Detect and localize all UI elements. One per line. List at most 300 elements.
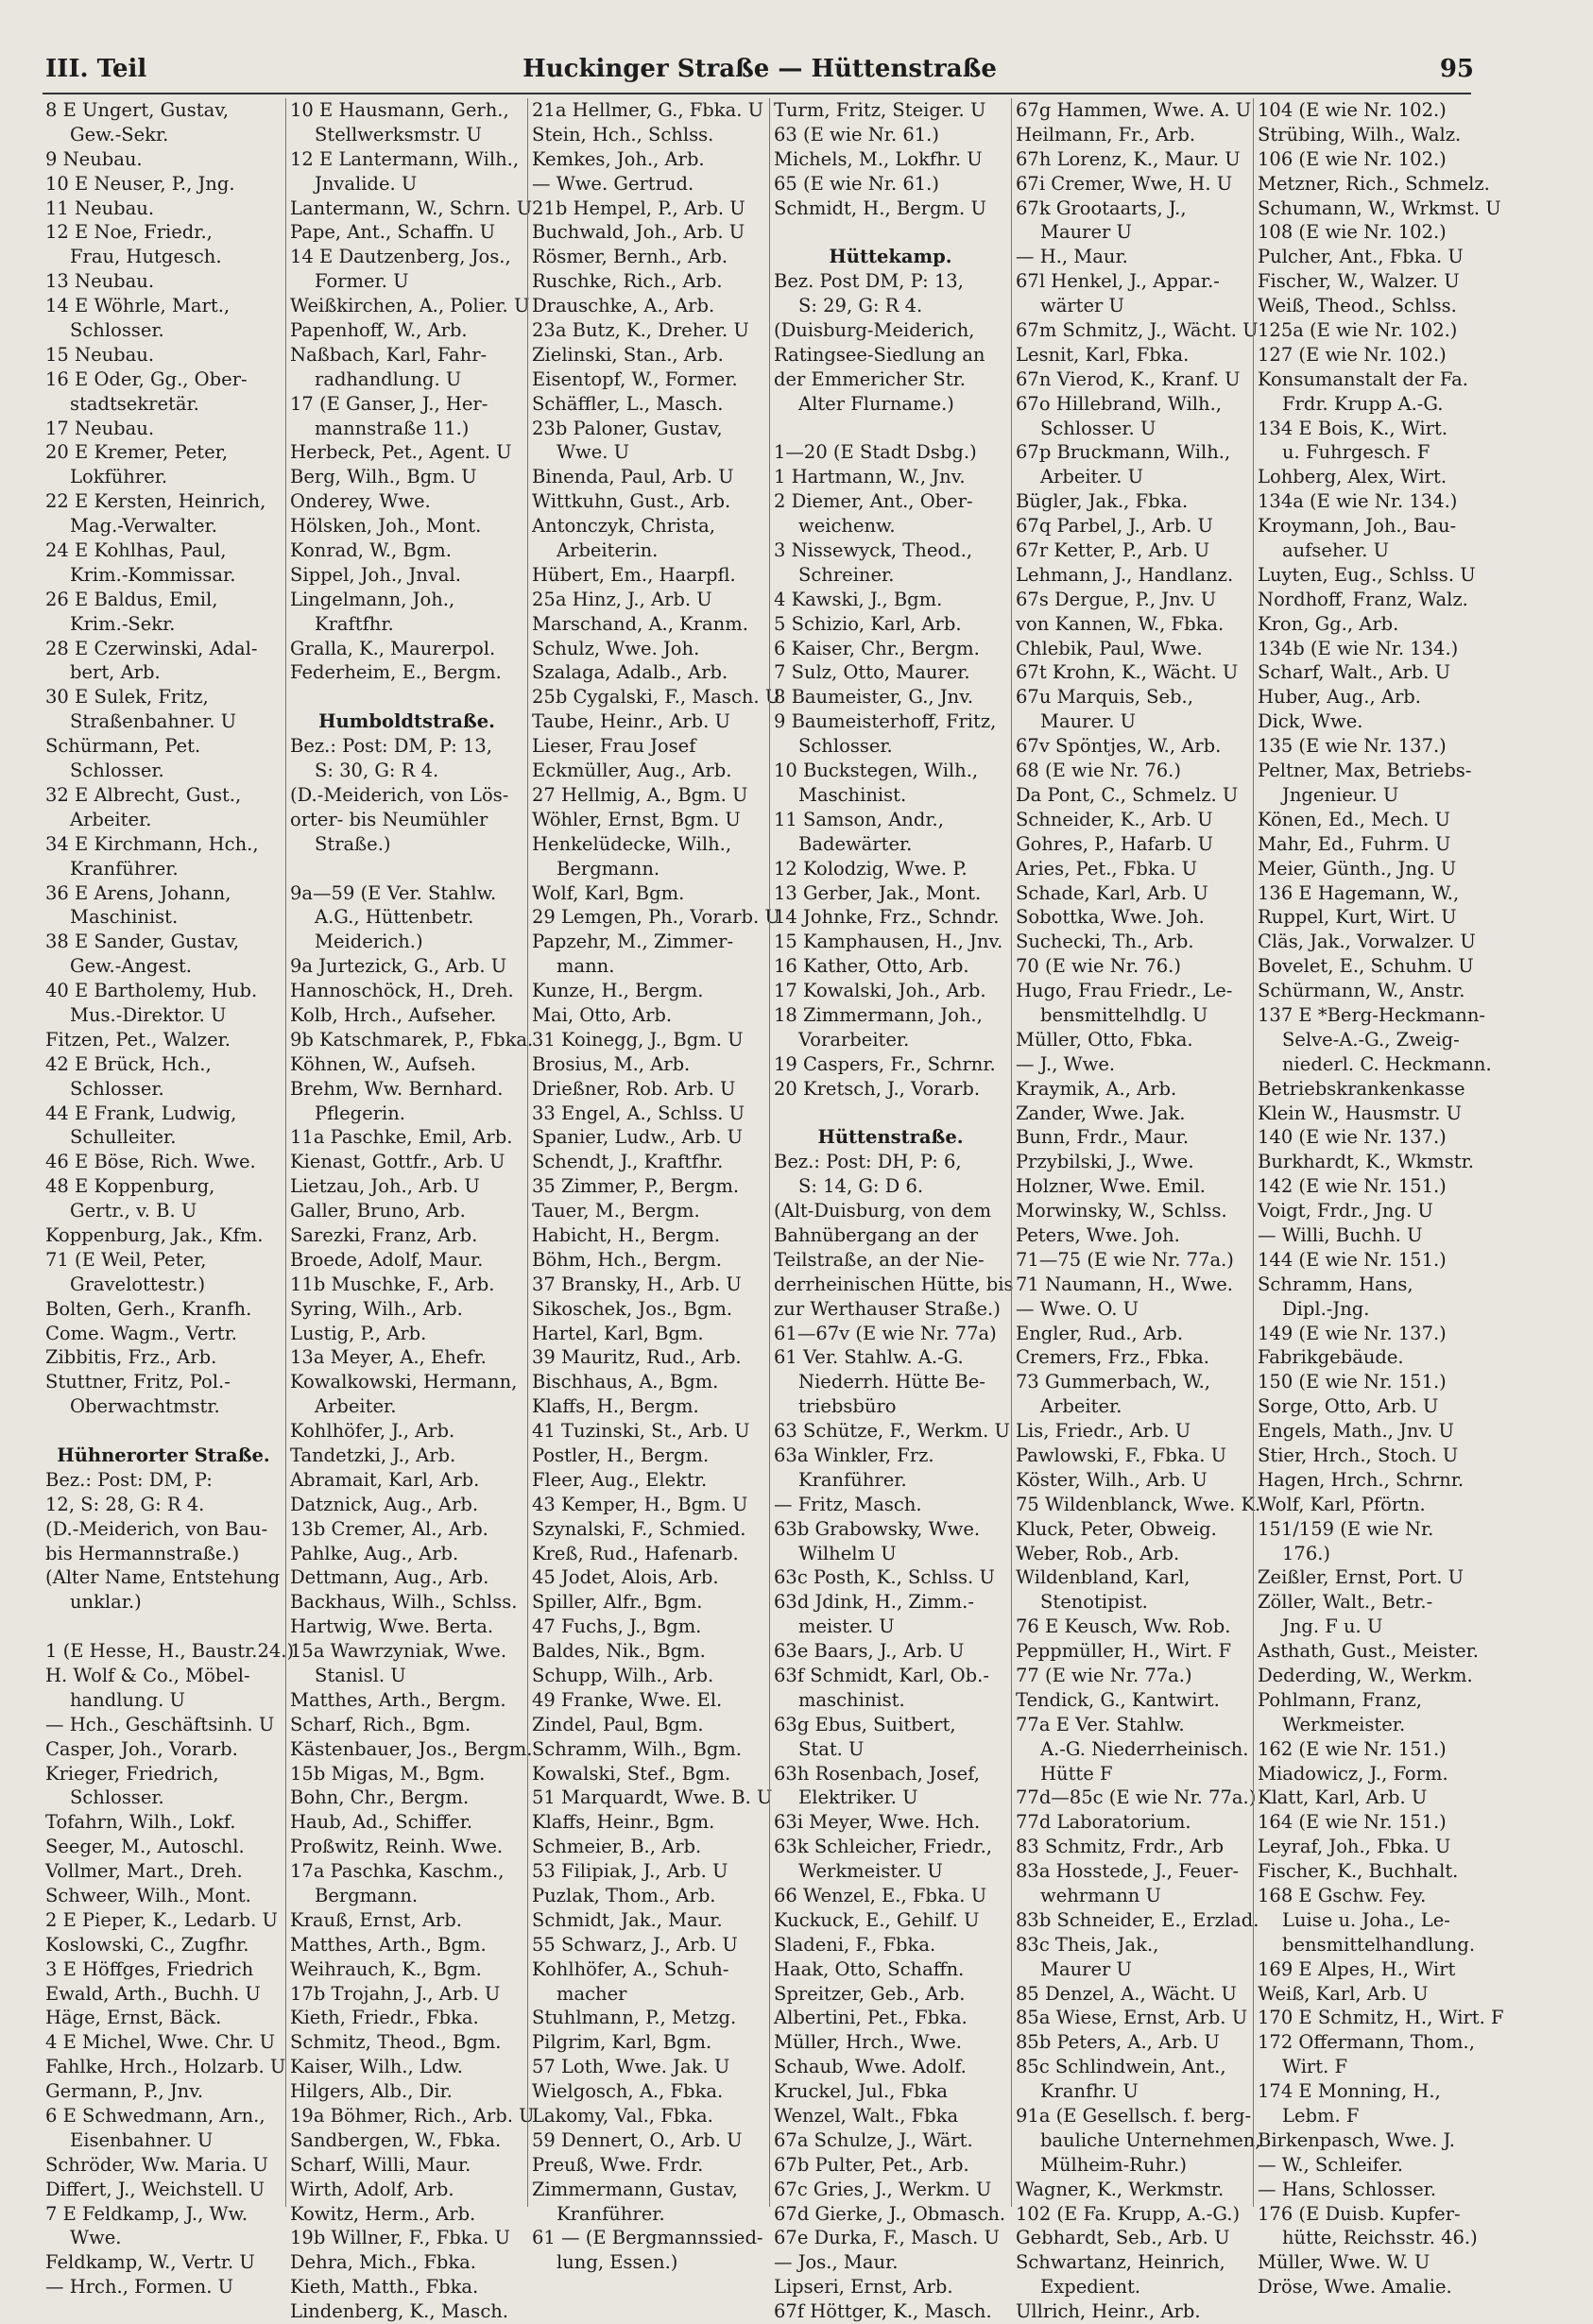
directory-entry-line: 169 E Alpes, H., Wirt xyxy=(1258,1957,1456,1980)
directory-entry-line: Matthes, Arth., Bgm. xyxy=(290,1933,487,1956)
directory-entry-line: Tendick, G., Kantwirt. xyxy=(1016,1688,1220,1711)
directory-entry-line: 25a Hinz, J., Arb. U xyxy=(532,588,712,610)
page-number: 95 xyxy=(1439,55,1474,83)
directory-entry-line: Scharf, Walt., Arb. U xyxy=(1258,661,1451,684)
directory-entry-line: Gravelottestr.) xyxy=(70,1273,206,1295)
street-heading: Hüttekamp. xyxy=(829,246,952,268)
directory-entry-line: Kreß, Rud., Hafenarb. xyxy=(532,1542,739,1564)
directory-entry-line: Sarezki, Franz, Arb. xyxy=(290,1223,478,1246)
directory-entry-line: Wildenbland, Karl, xyxy=(1016,1566,1190,1589)
directory-entry-line: 15b Migas, M., Bgm. xyxy=(290,1762,486,1785)
directory-entry-line: Tauer, M., Bergm. xyxy=(532,1200,700,1222)
directory-entry-line: 176.) xyxy=(1282,1542,1331,1564)
directory-entry-line: unklar.) xyxy=(70,1591,142,1614)
directory-entry-line: 2 Diemer, Ant., Ober- xyxy=(774,490,973,513)
directory-entry-line: 162 (E wie Nr. 151.) xyxy=(1258,1737,1447,1760)
directory-entry-line: 21a Hellmer, G., Fbka. U xyxy=(532,99,764,121)
directory-entry-line: Bez. Post DM, P: 13, xyxy=(774,270,964,293)
directory-entry-line: Stellwerksmstr. U xyxy=(315,123,482,145)
directory-entry-line: 23b Paloner, Gustav, xyxy=(532,417,723,439)
directory-entry-line: 134b (E wie Nr. 134.) xyxy=(1258,637,1459,659)
directory-entry-line: Alter Flurname.) xyxy=(798,392,954,415)
directory-entry-line: Mai, Otto, Arb. xyxy=(532,1003,673,1026)
directory-entry-line: Engels, Math., Jnv. U xyxy=(1258,1420,1454,1443)
directory-entry-line: Bez.: Post: DM, P: 13, xyxy=(290,735,492,758)
directory-entry-line: 63a Winkler, Frz. xyxy=(774,1444,934,1466)
directory-entry-line: 77d Laboratorium. xyxy=(1016,1811,1191,1834)
directory-entry-line: Gohres, P., Hafarb. U xyxy=(1016,832,1214,855)
directory-entry-line: (Duisburg-Meiderich, xyxy=(774,319,975,342)
directory-entry-line: Pilgrim, Karl, Bgm. xyxy=(532,2031,712,2054)
directory-entry-line: Germann, P., Jnv. xyxy=(45,2080,204,2103)
directory-entry-line: 15 Kamphausen, H., Jnv. xyxy=(774,931,1003,953)
directory-entry-line: triebsbüro xyxy=(798,1395,897,1418)
directory-entry-line: Backhaus, Wilh., Schlss. xyxy=(290,1591,518,1614)
directory-entry-line: Haub, Ad., Schiffer. xyxy=(290,1811,473,1834)
directory-entry-line: Scharf, Rich., Bgm. xyxy=(290,1713,471,1735)
directory-entry-line: Schäffler, L., Masch. xyxy=(532,392,724,415)
directory-entry-line: 43 Kemper, H., Bgm. U xyxy=(532,1493,748,1515)
directory-entry-line: Kroymann, Joh., Bau- xyxy=(1258,515,1457,538)
directory-entry-line: — Fritz, Masch. xyxy=(774,1493,922,1515)
directory-entry-line: 77d—85c (E wie Nr. 77a.) xyxy=(1016,1786,1257,1809)
directory-entry-line: (Alter Name, Entstehung xyxy=(45,1566,281,1589)
directory-entry-line: Taube, Heinr., Arb. U xyxy=(532,710,730,733)
directory-entry-line: 8 E Ungert, Gustav, xyxy=(45,99,230,121)
directory-entry-line: Feldkamp, W., Vertr. U xyxy=(45,2251,255,2274)
directory-entry-line: hütte, Reichsstr. 46.) xyxy=(1282,2227,1478,2249)
directory-entry-line: Badewärter. xyxy=(798,832,913,855)
directory-entry-line: Kuckuck, E., Gehilf. U xyxy=(774,1908,980,1931)
directory-entry-line: 32 E Albrecht, Gust., xyxy=(45,783,242,806)
directory-entry-line: Wirth, Adolf, Arb. xyxy=(290,2178,454,2200)
directory-entry-line: Strübing, Wilh., Walz. xyxy=(1258,123,1462,145)
directory-entry-line: Pflegerin. xyxy=(315,1102,406,1124)
directory-entry-line: 67m Schmitz, J., Wächt. U xyxy=(1016,319,1259,342)
directory-entry-line: Przybilski, J., Wwe. xyxy=(1016,1151,1194,1173)
header-rule xyxy=(43,93,1471,94)
directory-entry-line: 142 (E wie Nr. 151.) xyxy=(1258,1175,1447,1198)
directory-entry-line: 67f Höttger, K., Masch. xyxy=(774,2300,992,2323)
directory-entry-line: Pawlowski, F., Fbka. U xyxy=(1016,1444,1227,1466)
directory-entry-line: Wöhler, Ernst, Bgm. U xyxy=(532,808,741,830)
directory-entry-line: — H., Maur. xyxy=(1016,246,1128,268)
directory-entry-line: Bischhaus, A., Bgm. xyxy=(532,1371,719,1393)
directory-entry-line: Schramm, Hans, xyxy=(1258,1273,1413,1295)
directory-entry-line: Pulcher, Ant., Fbka. U xyxy=(1258,246,1464,268)
directory-entry-line: Heilmann, Fr., Arb. xyxy=(1016,123,1196,145)
directory-entry-line: Bahnübergang an der xyxy=(774,1223,979,1246)
directory-entry-line: 3 Nissewyck, Theod., xyxy=(774,539,973,562)
directory-entry-line: 16 Kather, Otto, Arb. xyxy=(774,955,969,978)
directory-entry-line: Arbeiterin. xyxy=(557,539,659,562)
directory-entry-line: Fischer, W., Walzer. U xyxy=(1258,270,1460,293)
directory-entry-line: Mag.-Verwalter. xyxy=(70,515,217,538)
directory-entry-line: 91a (E Gesellsch. f. berg- xyxy=(1016,2105,1252,2127)
directory-entry-line: Zander, Wwe. Jak. xyxy=(1016,1102,1186,1124)
directory-entry-line: 70 (E wie Nr. 76.) xyxy=(1016,955,1181,978)
directory-entry-line: Stuhlmann, P., Metzg. xyxy=(532,2007,737,2029)
street-heading: Hühnerorter Straße. xyxy=(57,1444,270,1466)
directory-entry-line: 67c Gries, J., Werkm. U xyxy=(774,2178,992,2200)
directory-entry-line: 63f Schmidt, Karl, Ob.- xyxy=(774,1665,989,1686)
directory-entry-line: mannstraße 11.) xyxy=(315,417,470,439)
directory-entry-line: A.G., Hüttenbetr. xyxy=(315,906,474,929)
directory-entry-line: S: 30, G: R 4. xyxy=(315,760,439,782)
directory-entry-line: 14 Johnke, Frz., Schndr. xyxy=(774,906,1000,929)
directory-entry-line: 67l Henkel, J., Appar.- xyxy=(1016,270,1220,293)
directory-entry-line xyxy=(290,685,523,709)
directory-entry-line: Come. Wagm., Vertr. xyxy=(45,1322,237,1344)
directory-entry-line: Postler, H., Bergm. xyxy=(532,1444,710,1466)
directory-entry-line: 63h Rosenbach, Josef, xyxy=(774,1762,980,1785)
directory-entry-line: Schlosser. xyxy=(70,760,164,782)
directory-entry-line: Weiß, Karl, Arb. U xyxy=(1258,1982,1429,2005)
directory-entry-line: Maurer U xyxy=(1040,221,1132,244)
directory-entry-line: Kohlhöfer, A., Schuh- xyxy=(532,1957,729,1980)
directory-entry-line: Schupp, Wilh., Arb. xyxy=(532,1665,714,1686)
directory-entry-line: 51 Marquardt, Wwe. B. U xyxy=(532,1786,773,1809)
directory-entry-line: Luise u. Joha., Le- xyxy=(1282,1908,1450,1931)
directory-entry-line: Straßenbahner. U xyxy=(70,710,237,733)
directory-entry-line: 6 Kaiser, Chr., Bergm. xyxy=(774,637,980,659)
directory-entry-line: Ruppel, Kurt, Wirt. U xyxy=(1258,906,1457,929)
directory-entry-line: Zeißler, Ernst, Port. U xyxy=(1258,1566,1465,1589)
directory-entry-line: Bergmann. xyxy=(557,857,660,880)
directory-entry-line: Buchwald, Joh., Arb. U xyxy=(532,221,745,244)
directory-entry-line: Peppmüller, H., Wirt. F xyxy=(1016,1640,1232,1663)
directory-entry-line: Eisentopf, W., Former. xyxy=(532,367,738,390)
directory-entry-line: Wirt. F xyxy=(1282,2056,1348,2078)
directory-entry-line: 102 (E Fa. Krupp, A.-G.) xyxy=(1016,2202,1241,2225)
directory-entry-line: Wolf, Karl, Pförtn. xyxy=(1258,1493,1426,1515)
directory-entry-line: 134 E Bois, K., Wirt. xyxy=(1258,417,1448,439)
directory-entry-line: Fabrikgebäude. xyxy=(1258,1346,1404,1369)
directory-entry-line: 48 E Koppenburg, xyxy=(45,1175,215,1198)
directory-entry-line: Werkmeister. xyxy=(1282,1713,1406,1735)
directory-entry-line: 42 E Brück, Hch., xyxy=(45,1052,212,1075)
directory-entry-line: 149 (E wie Nr. 137.) xyxy=(1258,1322,1447,1344)
directory-entry-line: — Jos., Maur. xyxy=(774,2251,899,2274)
directory-entry-line: 11b Muschke, F., Arb. xyxy=(290,1273,495,1295)
directory-entry-line: Vorarbeiter. xyxy=(798,1028,910,1051)
directory-entry-line: Tandetzki, J., Arb. xyxy=(290,1444,456,1466)
directory-entry-line: Papzehr, M., Zimmer- xyxy=(532,931,734,953)
directory-entry-line: Schendt, J., Kraftfhr. xyxy=(532,1151,724,1173)
directory-entry-line: Henkelüdecke, Wilh., xyxy=(532,832,732,855)
directory-entry-line: 21b Hempel, P., Arb. U xyxy=(532,197,745,219)
directory-entry-line: Galler, Bruno, Arb. xyxy=(290,1200,466,1222)
directory-entry-line: Hartel, Karl, Bgm. xyxy=(532,1322,704,1344)
directory-entry-line: S: 14, G: D 6. xyxy=(798,1175,924,1198)
directory-entry-line: Schweer, Wilh., Mont. xyxy=(45,1885,251,1907)
directory-entry-line: Bez.: Post: DH, P: 6, xyxy=(774,1151,962,1173)
directory-entry-line: Kranführer. xyxy=(798,1468,907,1491)
directory-entry-line: Eisenbahner. U xyxy=(70,2128,214,2151)
directory-entry-line: Sikoschek, Jos., Bgm. xyxy=(532,1297,733,1320)
directory-entry-line: 73 Gummerbach, W., xyxy=(1016,1371,1211,1393)
directory-entry-line: Birkenpasch, Wwe. J. xyxy=(1258,2128,1455,2151)
directory-entry-line: 46 E Böse, Rich. Wwe. xyxy=(45,1151,256,1173)
directory-entry-line: Teilstraße, an der Nie- xyxy=(774,1248,985,1271)
directory-entry-line: 67v Spöntjes, W., Arb. xyxy=(1016,735,1222,758)
directory-entry-line: 67g Hammen, Wwe. A. U xyxy=(1016,99,1252,121)
directory-entry-line: Klaffs, Heinr., Bgm. xyxy=(532,1811,715,1834)
directory-entry-line: 71—75 (E wie Nr. 77a.) xyxy=(1016,1248,1234,1271)
directory-entry-line: Weber, Rob., Arb. xyxy=(1016,1542,1180,1564)
directory-entry-line: 34 E Kirchmann, Hch., xyxy=(45,832,259,855)
directory-entry-line: Schröder, Ww. Maria. U xyxy=(45,2153,268,2176)
directory-entry-line: 168 E Gschw. Fey. xyxy=(1258,1885,1427,1907)
directory-entry-line: Wittkuhn, Gust., Arb. xyxy=(532,490,731,513)
directory-entry-line: Haak, Otto, Schaffn. xyxy=(774,1957,965,1980)
directory-entry-line: Zimmermann, Gustav, xyxy=(532,2178,738,2200)
directory-entry-line: Wenzel, Walt., Fbka xyxy=(774,2105,959,2127)
directory-entry-line: 17a Paschka, Kaschm., xyxy=(290,1860,505,1883)
directory-entry-line: Berg, Wilh., Bgm. U xyxy=(290,466,477,488)
directory-entry-line: 77 (E wie Nr. 77a.) xyxy=(1016,1665,1192,1686)
directory-entry-line: 13a Meyer, A., Ehefr. xyxy=(290,1346,487,1369)
directory-entry-line: 85 Denzel, A., Wächt. U xyxy=(1016,1982,1237,2005)
directory-entry-line: Lohberg, Alex, Wirt. xyxy=(1258,466,1447,488)
directory-entry-line: Krauß, Ernst, Arb. xyxy=(290,1908,462,1931)
directory-entry-line: Dröse, Wwe. Amalie. xyxy=(1258,2276,1452,2298)
directory-entry-line: Weißkirchen, A., Polier. U xyxy=(290,295,530,317)
directory-entry-line: 9 Baumeisterhoff, Fritz, xyxy=(774,710,997,733)
directory-entry-line: Schramm, Wilh., Bgm. xyxy=(532,1737,742,1760)
directory-entry-line: 7 Sulz, Otto, Maurer. xyxy=(774,661,970,684)
directory-entry-line: 135 (E wie Nr. 137.) xyxy=(1258,735,1447,758)
directory-entry-line: 61 Ver. Stahlw. A.-G. xyxy=(774,1346,964,1369)
directory-entry-line: Niederrh. Hütte Be- xyxy=(798,1371,985,1393)
directory-entry-line: Zibbitis, Frz., Arb. xyxy=(45,1346,217,1369)
street-heading: Humboldtstraße. xyxy=(318,710,495,733)
directory-entry-line: Huber, Aug., Arb. xyxy=(1258,686,1421,709)
directory-entry-line: 63i Meyer, Wwe. Hch. xyxy=(774,1811,981,1834)
directory-entry-line: 11 Samson, Andr., xyxy=(774,808,944,830)
directory-entry-line: 134a (E wie Nr. 134.) xyxy=(1258,490,1458,513)
directory-entry-line: Kieth, Matth., Fbka. xyxy=(290,2276,479,2298)
directory-entry-line: Spiller, Alfr., Bgm. xyxy=(532,1591,703,1614)
directory-entry-line: 3 E Höffges, Friedrich xyxy=(45,1957,254,1980)
directory-entry-line: Chlebik, Paul, Wwe. xyxy=(1016,637,1203,659)
directory-entry-line: Kieth, Friedr., Fbka. xyxy=(290,2007,479,2029)
directory-entry-line: Bunn, Frdr., Maur. xyxy=(1016,1126,1190,1149)
directory-entry-line: Gralla, K., Maurerpol. xyxy=(290,637,496,659)
directory-entry-line: Sandbergen, W., Fbka. xyxy=(290,2128,502,2151)
directory-entry-line: Hilgers, Alb., Dir. xyxy=(290,2080,453,2103)
directory-entry-line xyxy=(774,417,1007,441)
directory-entry-line: Kron, Gg., Arb. xyxy=(1258,612,1399,635)
directory-entry-line: Spreitzer, Geb., Arb. xyxy=(774,1982,966,2005)
directory-entry-line: 19b Willner, F., Fbka. U xyxy=(290,2227,510,2249)
directory-entry-line: Lantermann, W., Schrn. U xyxy=(290,197,533,219)
directory-entry-line: 65 (E wie Nr. 61.) xyxy=(774,172,939,195)
directory-entry-line: Binenda, Paul, Arb. U xyxy=(532,466,734,488)
directory-entry-line: Arbeiter. U xyxy=(1040,466,1144,488)
directory-entry-line: 12 E Noe, Friedr., xyxy=(45,221,213,244)
directory-entry-line: Brehm, Ww. Bernhard. xyxy=(290,1077,504,1100)
directory-entry-line: 44 E Frank, Ludwig, xyxy=(45,1102,237,1124)
directory-entry-line: 63k Schleicher, Friedr., xyxy=(774,1836,992,1858)
directory-entry-line: 127 (E wie Nr. 102.) xyxy=(1258,343,1447,366)
directory-entry-line: bensmittelhandlung. xyxy=(1282,1933,1476,1956)
directory-entry-line: Sladeni, F., Fbka. xyxy=(774,1933,936,1956)
directory-entry-line: Maurer. U xyxy=(1040,710,1137,733)
directory-entry-line: Aries, Pet., Fbka. U xyxy=(1016,857,1198,880)
directory-entry-line: 125a (E wie Nr. 102.) xyxy=(1258,319,1458,342)
directory-entry-line: 1 (E Hesse, H., Baustr.24.) xyxy=(45,1640,295,1663)
directory-entry-line: Drießner, Rob. Arb. U xyxy=(532,1077,736,1100)
directory-entry-line: Asthath, Gust., Meister. xyxy=(1258,1640,1479,1663)
directory-entry-line: 75 Wildenblanck, Wwe. K. xyxy=(1016,1493,1261,1515)
directory-entry-line: Müller, Otto, Fbka. xyxy=(1016,1028,1193,1051)
directory-entry-line: Naßbach, Karl, Fahr- xyxy=(290,343,488,366)
directory-entry-line: Peltner, Max, Betriebs- xyxy=(1258,760,1472,782)
directory-entry-line: 63c Posth, K., Schlss. U xyxy=(774,1566,995,1589)
directory-column-6 xyxy=(1253,98,1504,2298)
directory-entry-line: Schlosser. U xyxy=(1040,417,1156,439)
directory-entry-line: 63e Baars, J., Arb. U xyxy=(774,1640,965,1663)
directory-entry-line: Schmidt, H., Bergm. U xyxy=(774,197,986,219)
directory-entry-line: 40 E Bartholemy, Hub. xyxy=(45,980,258,1002)
directory-entry-line: Kluck, Peter, Obweig. xyxy=(1016,1517,1217,1540)
directory-entry-line: 164 (E wie Nr. 151.) xyxy=(1258,1811,1447,1834)
directory-entry-line: Onderey, Wwe. xyxy=(290,490,431,513)
directory-entry-line: Da Pont, C., Schmelz. U xyxy=(1016,783,1239,806)
directory-entry-line: 5 Schizio, Karl, Arb. xyxy=(774,612,962,635)
directory-entry-line: Kunze, H., Bergm. xyxy=(532,980,704,1002)
directory-entry-line: u. Fuhrgesch. F xyxy=(1282,441,1430,464)
directory-entry-line: Sippel, Joh., Jnval. xyxy=(290,563,461,586)
directory-entry-line: 29 Lemgen, Ph., Vorarb. U xyxy=(532,906,780,929)
directory-entry-line: Jngenieur. U xyxy=(1282,783,1399,806)
directory-entry-line: Scharf, Willi, Maur. xyxy=(290,2153,471,2176)
directory-entry-line: Kowalski, Stef., Bgm. xyxy=(532,1762,731,1785)
directory-entry-line: wehrmann U xyxy=(1040,1885,1161,1907)
directory-entry-line: mann. xyxy=(557,955,615,978)
directory-entry-line: lung, Essen.) xyxy=(557,2251,678,2274)
directory-entry-line: (D.-Meiderich, von Lös- xyxy=(290,783,509,806)
directory-entry-line: Fahlke, Hrch., Holzarb. U xyxy=(45,2056,286,2078)
directory-entry-line: — Hch., Geschäftsinh. U xyxy=(45,1713,275,1735)
directory-entry-line: Häge, Ernst, Bäck. xyxy=(45,2007,222,2029)
directory-entry-line: 17 (E Ganser, J., Her- xyxy=(290,392,488,415)
directory-entry-line: Kienast, Gottfr., Arb. U xyxy=(290,1151,505,1173)
directory-entry-line: 85b Peters, A., Arb. U xyxy=(1016,2031,1220,2054)
directory-entry-line: Morwinsky, W., Schlss. xyxy=(1016,1200,1227,1222)
directory-column-3 xyxy=(527,98,781,2274)
directory-entry-line: radhandlung. U xyxy=(315,367,462,390)
directory-entry-line: Wolf, Karl, Bgm. xyxy=(532,881,685,904)
directory-entry-line: Gew.-Sekr. xyxy=(70,123,169,145)
directory-entry-line: Fitzen, Pet., Walzer. xyxy=(45,1028,231,1051)
directory-entry-line: Dederding, W., Werkm. xyxy=(1258,1665,1473,1686)
directory-entry-line: 49 Franke, Wwe. El. xyxy=(532,1688,723,1711)
directory-entry-line: A.-G. Niederrheinisch. xyxy=(1040,1737,1249,1760)
directory-entry-line: — Wwe. O. U xyxy=(1016,1297,1139,1320)
directory-entry-line: 30 E Sulek, Fritz, xyxy=(45,686,209,709)
directory-entry-line: Konsumanstalt der Fa. xyxy=(1258,367,1468,390)
directory-entry-line: Tofahrn, Wilh., Lokf. xyxy=(45,1811,236,1834)
directory-entry-line: 28 E Czerwinski, Adal- xyxy=(45,637,258,659)
directory-entry-line: Betriebskrankenkasse xyxy=(1258,1077,1465,1100)
directory-entry-line: Stein, Hch., Schlss. xyxy=(532,123,714,145)
directory-entry-line: 13b Cremer, Al., Arb. xyxy=(290,1517,488,1540)
directory-entry-line: Hübert, Em., Haarpfl. xyxy=(532,563,736,586)
directory-entry-line xyxy=(774,1102,1007,1126)
directory-entry-line: Hartwig, Wwe. Berta. xyxy=(290,1615,494,1638)
directory-entry-line: Stat. U xyxy=(798,1737,865,1760)
directory-entry-line: Dick, Wwe. xyxy=(1258,710,1363,733)
directory-entry-line: 137 E *Berg-Heckmann- xyxy=(1258,1003,1485,1026)
page-header xyxy=(45,55,1474,93)
directory-entry-line: Federheim, E., Bergm. xyxy=(290,661,502,684)
directory-entry-line: meister. U xyxy=(798,1615,895,1638)
directory-entry-line: Lis, Friedr., Arb. U xyxy=(1016,1420,1191,1443)
directory-entry-line: 10 Buckstegen, Wilh., xyxy=(774,760,979,782)
directory-entry-line: Zöller, Walt., Betr.- xyxy=(1258,1591,1433,1614)
directory-entry-line: Cläs, Jak., Vorwalzer. U xyxy=(1258,931,1476,953)
directory-entry-line: Frdr. Krupp A.-G. xyxy=(1282,392,1444,415)
directory-entry-line: 9a Jurtezick, G., Arb. U xyxy=(290,955,507,978)
directory-entry-line: Zindel, Paul, Bgm. xyxy=(532,1713,704,1735)
directory-entry-line: 7 E Feldkamp, J., Ww. xyxy=(45,2202,248,2225)
directory-entry-line: stadtsekretär. xyxy=(70,392,199,415)
directory-entry-line: 172 Offermann, Thom., xyxy=(1258,2031,1475,2054)
directory-entry-line: 83a Hosstede, J., Feuer- xyxy=(1016,1860,1240,1883)
directory-entry-line: Kraftfhr. xyxy=(315,612,394,635)
directory-entry-line: Ratingsee-Siedlung an xyxy=(774,343,985,366)
directory-entry-line: Wwe. xyxy=(70,2227,122,2249)
directory-entry-line: Koslowski, C., Zugfhr. xyxy=(45,1933,249,1956)
directory-entry-line: Peters, Wwe. Joh. xyxy=(1016,1223,1180,1246)
directory-entry-line: 55 Schwarz, J., Arb. U xyxy=(532,1933,738,1956)
directory-entry-line: Voigt, Frdr., Jng. U xyxy=(1258,1200,1433,1222)
directory-column-4 xyxy=(769,98,1014,2323)
directory-entry-line: Engler, Rud., Arb. xyxy=(1016,1322,1184,1344)
directory-entry-line: 26 E Baldus, Emil, xyxy=(45,588,218,610)
directory-entry-line: Ewald, Arth., Buchh. U xyxy=(45,1982,261,2005)
directory-entry-line: (Alt-Duisburg, von dem xyxy=(774,1200,992,1222)
directory-entry-line: Zielinski, Stan., Arb. xyxy=(532,343,724,366)
directory-entry-line: 20 Kretsch, J., Vorarb. xyxy=(774,1077,981,1100)
directory-entry-line: 108 (E wie Nr. 102.) xyxy=(1258,221,1447,244)
directory-entry-line: 67b Pulter, Pet., Arb. xyxy=(774,2153,969,2176)
directory-entry-line: maschinist. xyxy=(798,1688,905,1711)
directory-entry-line: Krim.-Kommissar. xyxy=(70,563,236,586)
directory-entry-line: Schürmann, Pet. xyxy=(45,735,201,758)
directory-entry-line: 176 (E Duisb. Kupfer- xyxy=(1258,2202,1461,2225)
directory-entry-line: Bergmann. xyxy=(315,1885,419,1907)
directory-entry-line: 6 E Schwedmann, Arn., xyxy=(45,2105,266,2127)
directory-entry-line: Arbeiter. xyxy=(315,1395,397,1418)
directory-entry-line: Eckmüller, Aug., Arb. xyxy=(532,760,732,782)
directory-entry-line: Lietzau, Joh., Arb. U xyxy=(290,1175,480,1198)
directory-entry-line: Stier, Hrch., Stoch. U xyxy=(1258,1444,1459,1466)
directory-entry-line: 23a Butz, K., Dreher. U xyxy=(532,319,749,342)
directory-entry-line: Klaffs, H., Bergm. xyxy=(532,1395,699,1418)
directory-entry-line: Drauschke, A., Arb. xyxy=(532,295,715,317)
directory-entry-line: Müller, Wwe. W. U xyxy=(1258,2251,1430,2274)
directory-entry-line: 76 E Keusch, Ww. Rob. xyxy=(1016,1615,1231,1638)
directory-entry-line: Datznick, Aug., Arb. xyxy=(290,1493,479,1515)
directory-entry-line: 63 Schütze, F., Werkm. U xyxy=(774,1420,1010,1443)
directory-entry-line: Leyraf, Joh., Fbka. U xyxy=(1258,1836,1451,1858)
directory-entry-line: Schmeier, B., Arb. xyxy=(532,1836,702,1858)
directory-entry-line: 67t Krohn, K., Wächt. U xyxy=(1016,661,1239,684)
directory-entry-line: Lindenberg, K., Masch. xyxy=(290,2300,508,2323)
